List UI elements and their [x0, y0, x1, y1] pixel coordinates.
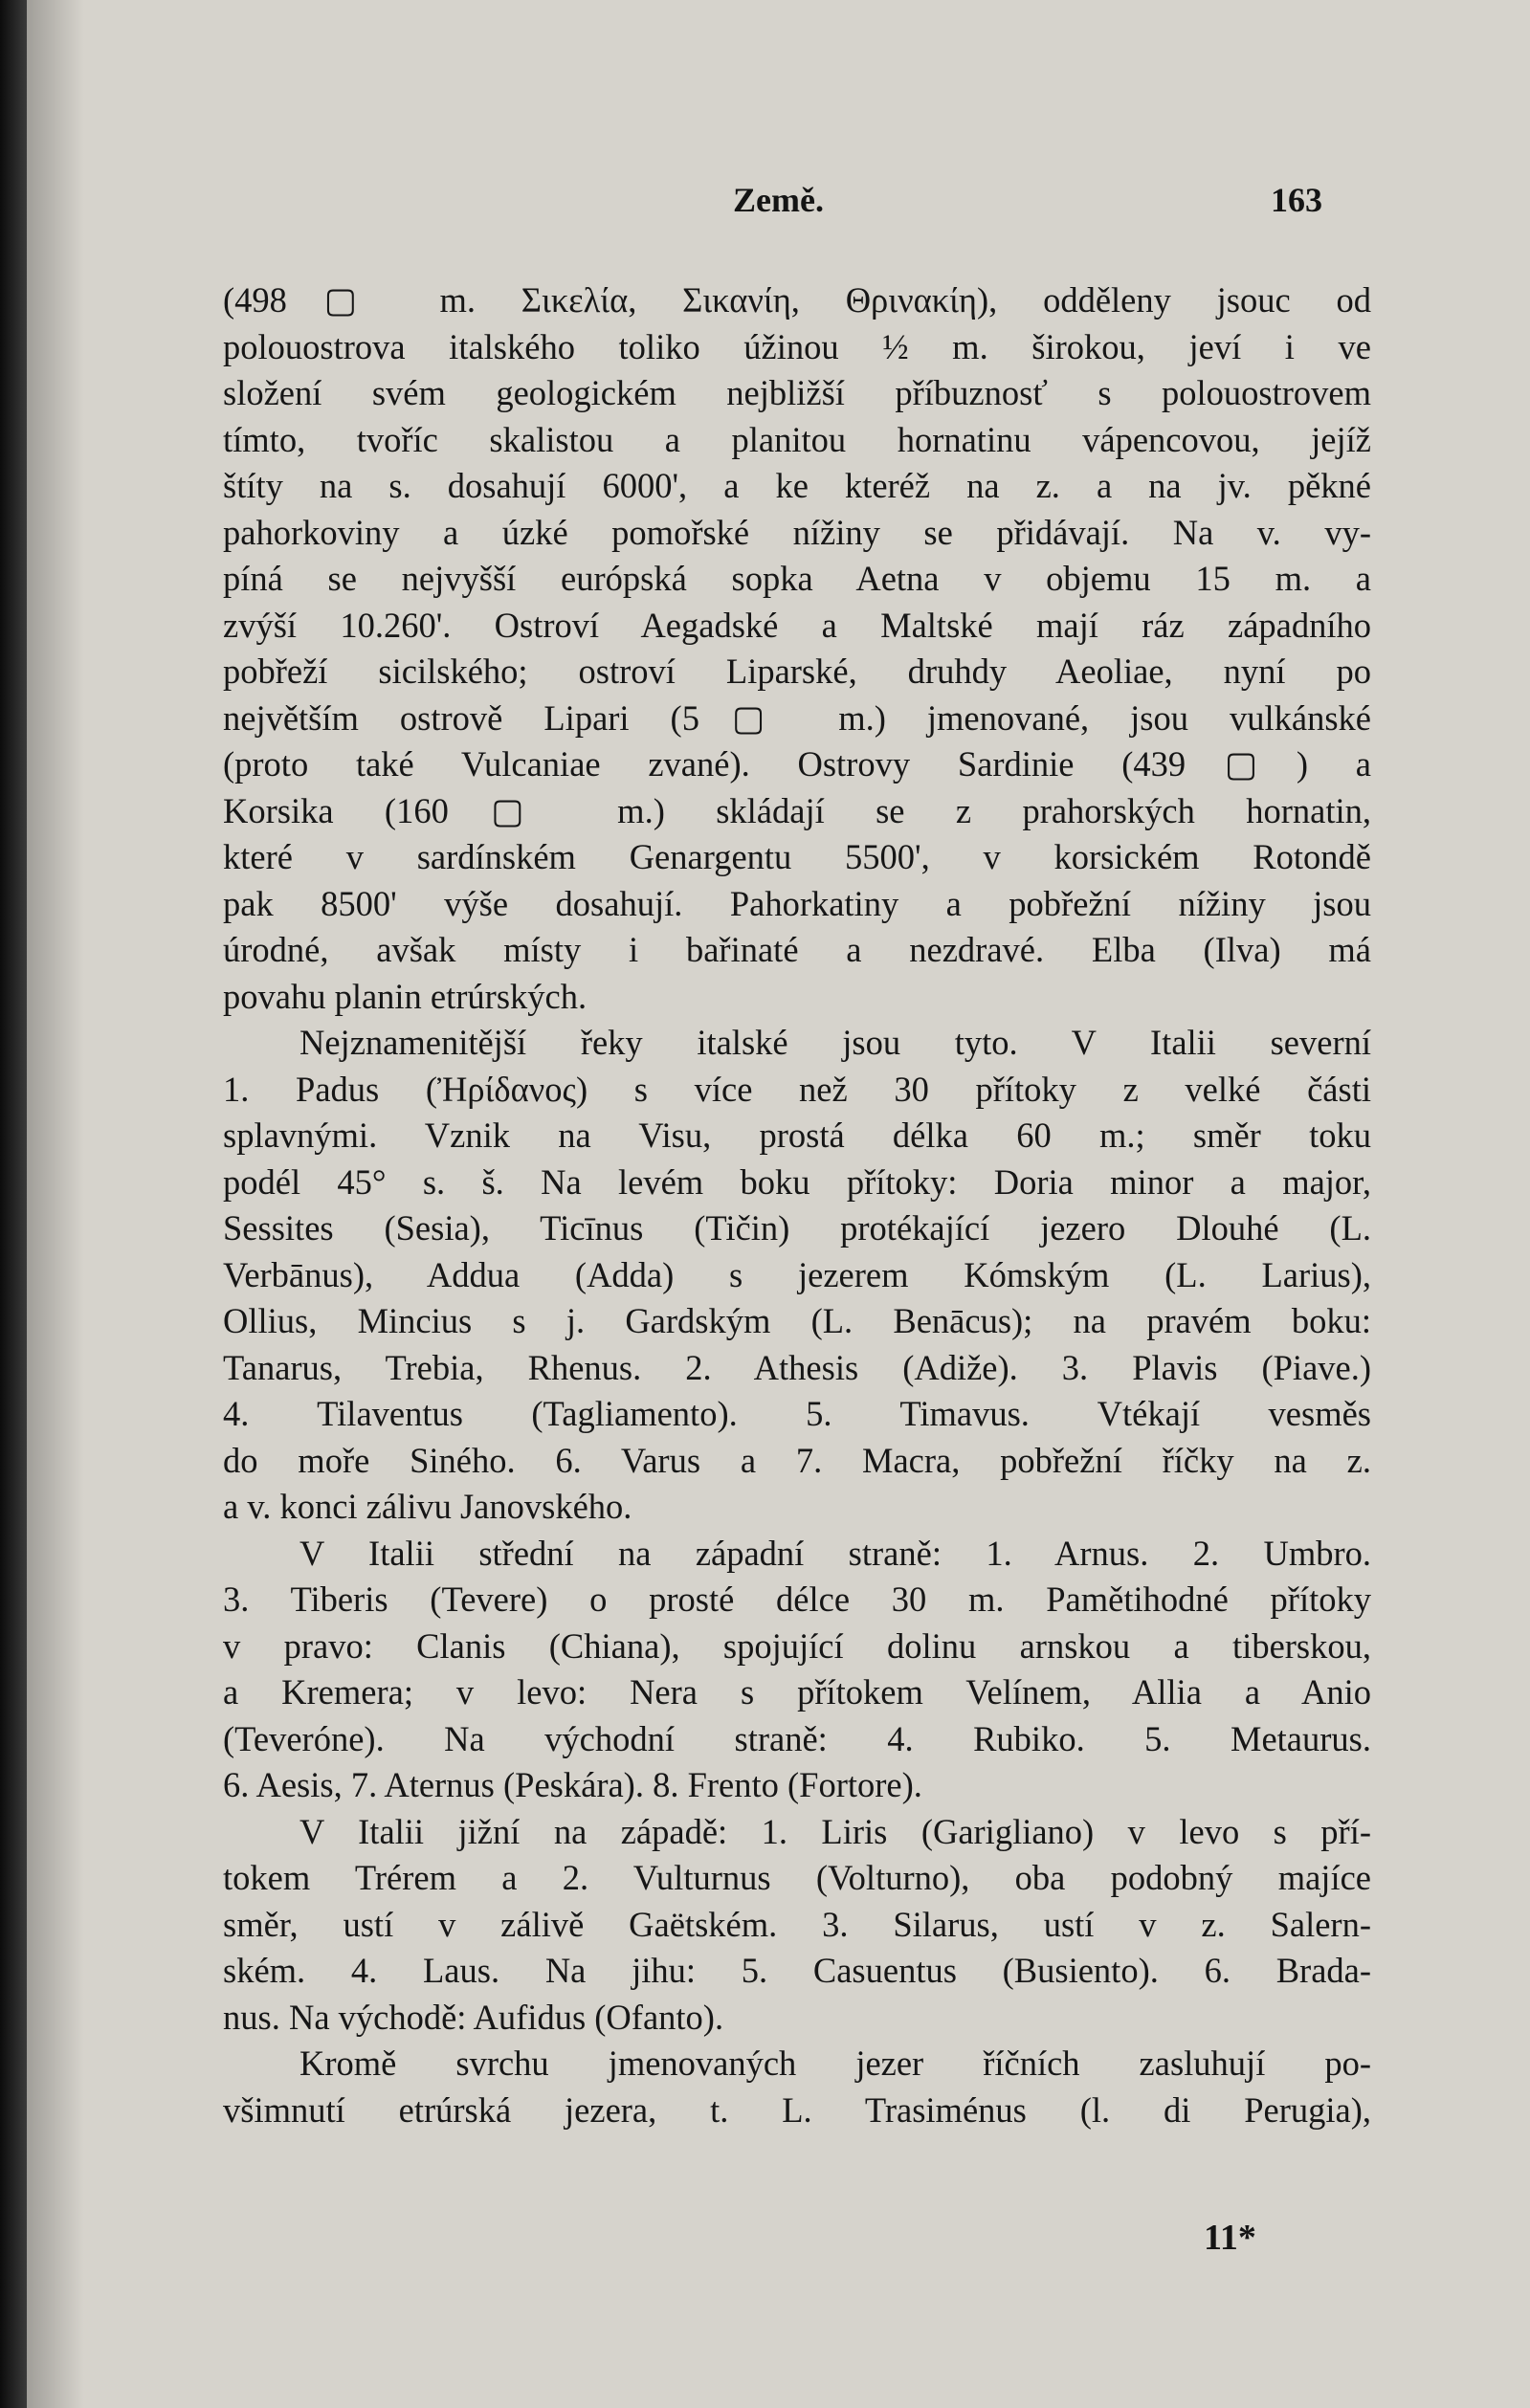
text-line: píná se nejvyšší európská sopka Aetna v objemu 15 m. a	[223, 559, 1371, 598]
text-line: do moře Siného. 6. Varus a 7. Macra, pobřežní říčky na z.	[223, 1440, 1371, 1480]
text-line: složení svém geologickém nejbližší příbuznosť s polouostrovem	[223, 373, 1371, 412]
text-line: V Italii střední na západní straně: 1. Arnus. 2. Umbro.	[299, 1533, 1371, 1573]
text-line: pobřeží sicilského; ostroví Liparské, druhdy Aeoliae, nyní po	[223, 652, 1371, 691]
text-line: podél 45° s. š. Na levém boku přítoky: Doria minor a major,	[223, 1161, 1371, 1202]
text-line: povahu planin etrúrských.	[223, 976, 588, 1016]
text-line: Ollius, Mincius s j. Gardským (L. Benācus); na pravém boku:	[223, 1301, 1371, 1340]
page-gutter-shadow	[27, 0, 84, 2408]
text-line: tokem Trérem a 2. Vulturnus (Volturno), oba podobný majíce	[223, 1858, 1371, 1897]
body-text	[223, 277, 1371, 2133]
text-line: štíty na s. dosahují 6000', a ke kteréž na z. a na jv. pěkné	[223, 466, 1371, 505]
scan-binding-edge	[0, 0, 27, 2408]
text-line: Kromě svrchu jmenovaných jezer říčních zasluhují po-	[299, 2043, 1371, 2083]
text-line: Verbānus), Addua (Adda) s jezerem Kómským (L. Larius),	[223, 1254, 1371, 1294]
text-line: nus. Na východě: Aufidus (Ofanto).	[223, 1997, 724, 2037]
running-header	[27, 180, 1530, 237]
text-line: úrodné, avšak místy i bařinaté a nezdravé. Elba (Ilva) má	[223, 930, 1371, 969]
text-line: v pravo: Clanis (Chiana), spojující dolinu arnskou a tiberskou,	[223, 1625, 1371, 1666]
text-line: tímto, tvoříc skalistou a planitou hornatinu vápencovou, jejíž	[223, 419, 1371, 459]
text-line: Tanarus, Trebia, Rhenus. 2. Athesis (Adiže). 3. Plavis (Piave.)	[223, 1347, 1371, 1387]
text-line: (498▢ m. Σικελία, Σικανίη, Θρινακίη), odděleny jsouc od	[223, 280, 1371, 320]
text-line: pak 8500' výše dosahují. Pahorkatiny a pobřežní nížiny jsou	[223, 883, 1371, 923]
text-line: 3. Tiberis (Tevere) o prosté délce 30 m. Pamětihodné přítoky	[223, 1580, 1371, 1619]
text-line: 6. Aesis, 7. Aternus (Peskára). 8. Frento (Fortore).	[223, 1765, 922, 1804]
text-line: které v sardínském Genargentu 5500', v korsickém Rotondě	[223, 837, 1371, 876]
signature-mark: 11*	[1204, 2218, 1256, 2258]
text-line: Sessites (Sesia), Ticīnus (Tičin) protékající jezero Dlouhé (L.	[223, 1208, 1371, 1248]
page-number: 163	[1271, 181, 1322, 219]
text-line: 1. Padus (Ἠρίδανος) s více než 30 přítoky z velké části	[223, 1069, 1371, 1109]
text-line: největším ostrově Lipari (5▢ m.) jmenované, jsou vulkánské	[223, 697, 1371, 738]
text-line: V Italii jižní na západě: 1. Liris (Garigliano) v levo s pří-	[299, 1811, 1371, 1851]
text-line: Nejznamenitější řeky italské jsou tyto. V Italii severní	[299, 1023, 1371, 1062]
text-line: polouostrova italského toliko úžinou ½ m. širokou, jeví i ve	[223, 326, 1371, 366]
text-line: ském. 4. Laus. Na jihu: 5. Casuentus (Busiento). 6. Brada-	[223, 1951, 1371, 1990]
book-page	[27, 0, 1530, 2408]
text-line: (Teveróne). Na východní straně: 4. Rubiko. 5. Metaurus.	[223, 1718, 1371, 1758]
text-line: splavnými. Vznik na Visu, prostá délka 60 m.; směr toku	[223, 1116, 1371, 1155]
running-title: Země.	[733, 181, 824, 219]
text-line: 4. Tilaventus (Tagliamento). 5. Timavus. Vtékají vesměs	[223, 1394, 1371, 1433]
text-line: směr, ustí v zálivě Gaëtském. 3. Silarus, ustí v z. Salern-	[223, 1904, 1371, 1944]
text-line: a Kremera; v levo: Nera s přítokem Velínem, Allia a Anio	[223, 1672, 1371, 1712]
text-line: a v. konci zálivu Janovského.	[223, 1487, 632, 1526]
text-line: všimnutí etrúrská jezera, t. L. Trasiménus (l. di Perugia),	[223, 2089, 1371, 2130]
text-line: (proto také Vulcaniae zvané). Ostrovy Sardinie (439▢) a	[223, 744, 1371, 784]
text-line: zvýší 10.260'. Ostroví Aegadské a Maltské mají ráz západního	[223, 605, 1371, 645]
text-line: pahorkoviny a úzké pomořské nížiny se přidávají. Na v. vy-	[223, 512, 1371, 552]
text-line: Korsika (160▢ m.) skládají se z prahorských hornatin,	[223, 790, 1371, 830]
